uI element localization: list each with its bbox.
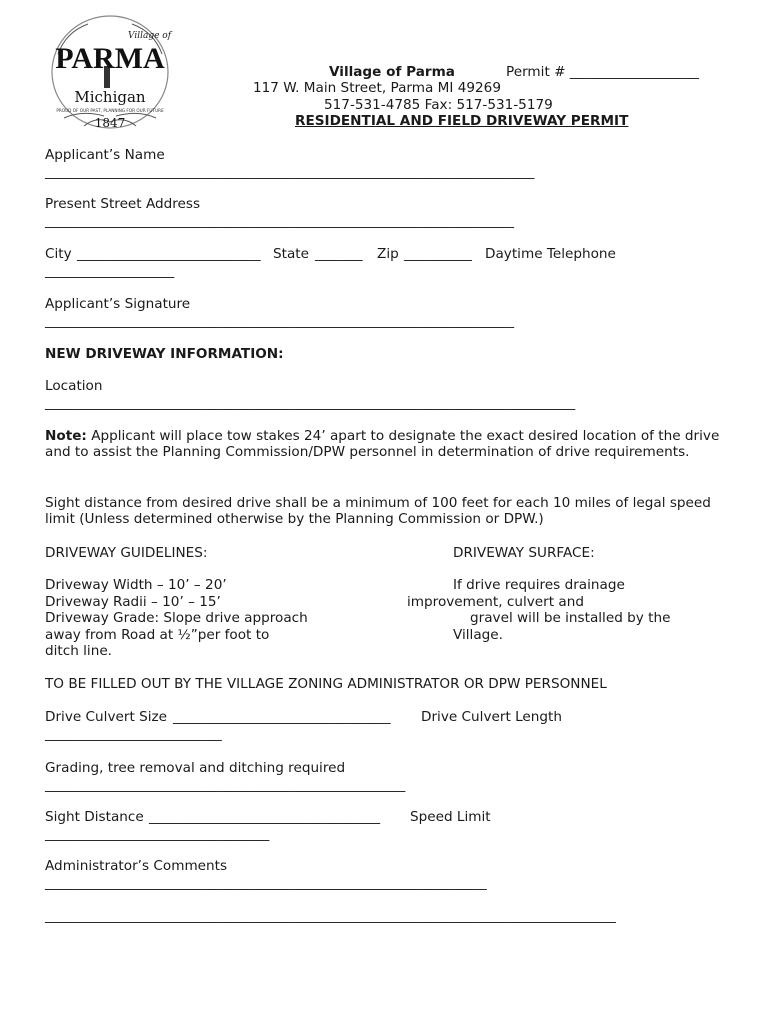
guideline-width: Driveway Width – 10’ – 20’ <box>45 577 227 593</box>
guideline-grade-cont: away from Road at ½”per foot to <box>45 627 270 643</box>
note-label: Note: <box>45 428 87 444</box>
comments-field-2[interactable]: ____________________________________________________________________________________ <box>45 908 616 924</box>
header-address: 117 W. Main Street, Parma MI 49269 <box>253 80 501 96</box>
permit-number-field[interactable]: Permit # ___________________ <box>506 64 699 80</box>
culvert-size-field[interactable]: ________________________________ <box>173 709 391 725</box>
signature-label: Applicant’s Signature <box>45 296 191 312</box>
street-address-field[interactable]: _____________________________________________________________________ <box>45 213 514 229</box>
admin-heading: TO BE FILLED OUT BY THE VILLAGE ZONING ADMINISTRATOR OR DPW PERSONNEL <box>45 676 607 692</box>
city-field[interactable]: ___________________________ <box>77 246 261 262</box>
surface-heading: DRIVEWAY SURFACE: <box>453 545 595 561</box>
grading-label: Grading, tree removal and ditching required <box>45 760 346 776</box>
city-label: City <box>45 246 72 262</box>
sight-distance-label: Sight Distance <box>45 809 144 825</box>
logo-name: PARMA <box>55 42 165 75</box>
guideline-grade: Driveway Grade: Slope drive approach <box>45 610 308 626</box>
culvert-length-label: Drive Culvert Length <box>421 709 562 725</box>
guidelines-heading: DRIVEWAY GUIDELINES: <box>45 545 208 561</box>
surface-line-4: Village. <box>453 627 503 643</box>
new-driveway-heading: NEW DRIVEWAY INFORMATION: <box>45 346 284 362</box>
comments-field-1[interactable]: _________________________________________________________________ <box>45 875 487 891</box>
applicant-name-field[interactable]: ________________________________________________________________________ <box>45 164 535 180</box>
state-label: State <box>273 246 309 262</box>
sight-distance-paragraph: Sight distance from desired drive shall be a minimum of 100 feet for each 10 miles of legal speed limit (Unless determined otherwise by the Planning Commission or DPW.) <box>45 495 711 527</box>
logo-top-text: Village of <box>128 31 172 41</box>
grading-field[interactable]: _____________________________________________________ <box>45 777 406 793</box>
zip-label: Zip <box>377 246 399 262</box>
note-paragraph <box>45 428 725 460</box>
location-field[interactable]: ______________________________________________________________________________ <box>45 395 576 411</box>
comments-label: Administrator’s Comments <box>45 858 228 874</box>
header-phone: 517-531-4785 Fax: 517-531-5179 <box>324 97 553 113</box>
form-title: RESIDENTIAL AND FIELD DRIVEWAY PERMIT <box>295 113 629 129</box>
note-text: Applicant will place tow stakes 24’ apart to designate the exact desired location of the drive and to assist the Planning Commission/DPW personnel in determination of drive requirements. <box>45 428 720 460</box>
location-label: Location <box>45 378 103 394</box>
culvert-size-label: Drive Culvert Size <box>45 709 167 725</box>
speed-limit-field[interactable]: _________________________________ <box>45 826 270 842</box>
guideline-radii: Driveway Radii – 10’ – 15’ <box>45 594 221 610</box>
surface-line-2: improvement, culvert and <box>407 594 584 610</box>
logo-state: Michigan <box>74 88 146 106</box>
sight-distance-field[interactable]: __________________________________ <box>149 809 381 825</box>
logo-year: 1847 <box>94 116 126 130</box>
village-logo <box>44 14 176 136</box>
telephone-field[interactable]: ___________________ <box>45 263 175 279</box>
applicant-name-label: Applicant’s Name <box>45 147 165 163</box>
guideline-grade-end: ditch line. <box>45 643 112 659</box>
header-org: Village of Parma <box>329 64 455 80</box>
speed-limit-label: Speed Limit <box>410 809 491 825</box>
street-address-label: Present Street Address <box>45 196 201 212</box>
culvert-length-field[interactable]: __________________________ <box>45 726 222 742</box>
telephone-label: Daytime Telephone <box>485 246 616 262</box>
state-field[interactable]: _______ <box>315 246 363 262</box>
surface-line-3: gravel will be installed by the <box>470 610 671 626</box>
zip-field[interactable]: __________ <box>404 246 472 262</box>
signature-field[interactable]: _____________________________________________________________________ <box>45 313 514 329</box>
logo-motto: PROUD OF OUR PAST, PLANNING FOR OUR FUTURE <box>56 108 164 113</box>
surface-line-1: If drive requires drainage <box>453 577 625 593</box>
